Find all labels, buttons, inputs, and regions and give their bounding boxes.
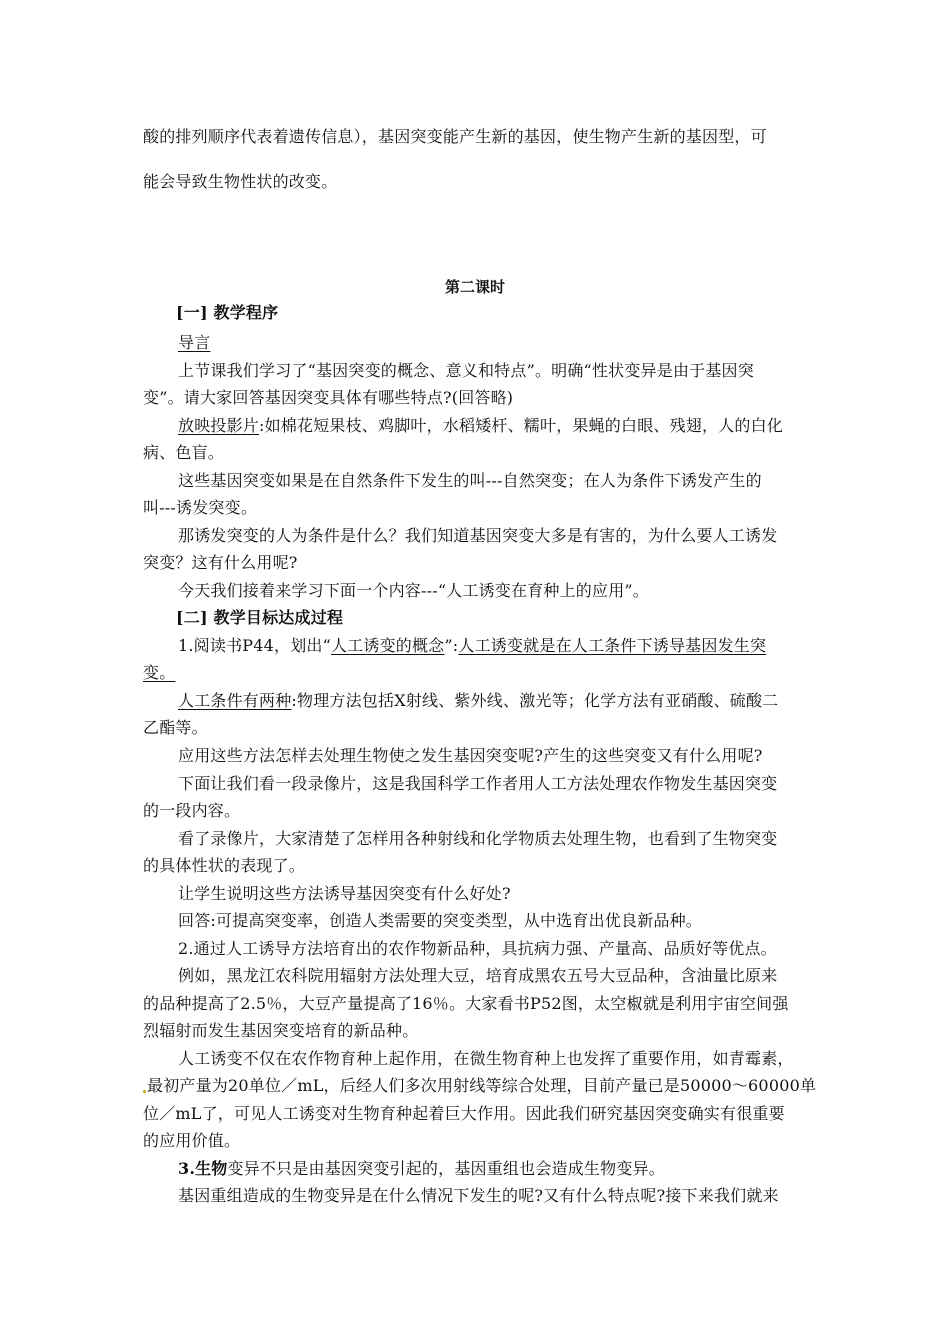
section-heading-2: [二] 教学目标达成过程	[176, 608, 344, 627]
paragraph-line: 突变？这有什么用呢?	[143, 553, 298, 572]
paragraph-line: 让学生说明这些方法诱导基因突变有什么好处?	[178, 884, 511, 903]
annotation-mark-icon	[143, 1090, 146, 1093]
paragraph-line: 的品种提高了2.5％，大豆产量提高了16％。大家看书P52图，太空椒就是利用宇宙空间强	[143, 994, 789, 1013]
paragraph-line: 2.通过人工诱导方法培育出的农作物新品种，具抗病力强、产量高、品质好等优点。	[178, 939, 777, 958]
paragraph-line: 放映投影片:如棉花短果枝、鸡脚叶，水稻矮杆、糯叶，果蝇的白眼、残翅，人的白化	[178, 416, 784, 435]
paragraph-line: 那诱发突变的人为条件是什么？我们知道基因突变大多是有害的，为什么要人工诱发	[178, 526, 778, 545]
paragraph-line: 的具体性状的表现了。	[143, 856, 306, 875]
intro-line-2: 能会导致生物性状的改变。	[143, 172, 338, 191]
paragraph-line: 上节课我们学习了“基因突变的概念、意义和特点”。明确“性状变异是由于基因突	[178, 361, 754, 380]
paragraph-line: 变”。请大家回答基因突变具体有哪些特点?(回答略)	[143, 388, 514, 407]
paragraph-line: 位／mL了，可见人工诱变对生物育种起着巨大作用。因此我们研究基因突变确实有很重要	[143, 1104, 785, 1123]
paragraph-line: 乙酯等。	[143, 718, 208, 737]
paragraph-line: 这些基因突变如果是在自然条件下发生的叫---自然突变；在人为条件下诱发产生的	[178, 471, 762, 490]
section-heading-1: [一] 教学程序	[176, 303, 279, 322]
intro-line-1: 酸的排列顺序代表着遗传信息），基因突变能产生新的基因，使生物产生新的基因型，可	[143, 127, 767, 146]
paragraph-line: 烈辐射而发生基因突变培育的新品种。	[143, 1021, 419, 1040]
paragraph-line: 回答:可提高突变率，创造人类需要的突变类型，从中选育出优良新品种。	[178, 911, 702, 930]
paragraph-line: 叫---诱发突变。	[143, 498, 258, 517]
paragraph-line: 最初产量为20单位／mL，后经人们多次用射线等综合处理，目前产量已是50000～60000单	[143, 1076, 816, 1096]
paragraph-line: 看了录像片，大家清楚了怎样用各种射线和化学物质去处理生物，也看到了生物突变	[178, 829, 778, 848]
paragraph-line: 今天我们接着来学习下面一个内容---“人工诱变在育种上的应用”。	[178, 581, 649, 600]
paragraph-line: 的一段内容。	[143, 801, 241, 820]
paragraph-line: 变。	[143, 663, 176, 682]
projection-label: 放映投影片	[178, 416, 260, 435]
paragraph-line: 基因重组造成的生物变异是在什么情况下发生的呢?又有什么特点呢?接下来我们就来	[178, 1186, 779, 1205]
paragraph-line: 人工条件有两种:物理方法包括X射线、紫外线、激光等；化学方法有亚硝酸、硫酸二	[178, 691, 779, 710]
paragraph-line: 例如，黑龙江农科院用辐射方法处理大豆，培育成黑农五号大豆品种，含油量比原来	[178, 966, 778, 985]
paragraph-line: 3.生物变异不只是由基因突变引起的，基因重组也会造成生物变异。	[178, 1159, 665, 1178]
intro-heading: 导言	[178, 333, 211, 352]
paragraph-line: 病、色盲。	[143, 443, 225, 462]
paragraph-line: 下面让我们看一段录像片，这是我国科学工作者用人工方法处理农作物发生基因突变	[178, 774, 778, 793]
paragraph-line: 应用这些方法怎样去处理生物使之发生基因突变呢?产生的这些突变又有什么用呢?	[178, 746, 763, 765]
paragraph-line: 的应用价值。	[143, 1131, 241, 1150]
lesson-title: 第二课时	[444, 278, 505, 296]
paragraph-line: 人工诱变不仅在农作物育种上起作用，在微生物育种上也发挥了重要作用，如青霉素，	[178, 1049, 794, 1068]
paragraph-line: 1.阅读书P44，划出“人工诱变的概念”:人工诱变就是在人工条件下诱导基因发生突	[178, 636, 767, 655]
